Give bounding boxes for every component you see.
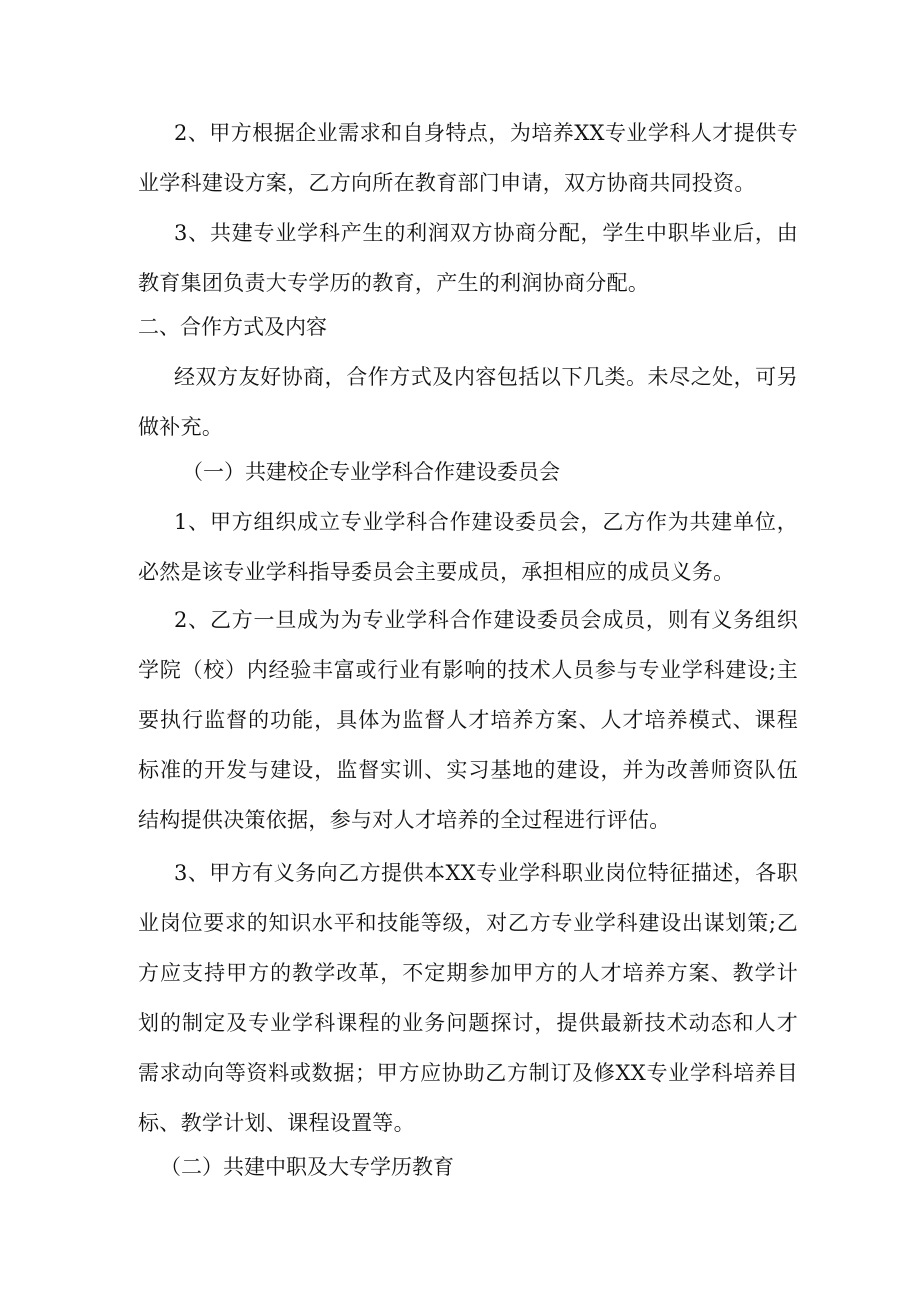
- paragraph-committee-duties: 2、乙方一旦成为为专业学科合作建设委员会成员，则有义务组织学院（校）内经验丰富或行业有影响的技术人员参与专业学科建设;主要执行监督的功能，具体为监督人才培养方案、人才培养模式、课程标准的开发与建设，监督实训、实习基地的建设，并为改善师资队伍结构提供决策依据，参与对人才培养的全过程进行评估。: [138, 608, 798, 832]
- paragraph-obligations: 3、甲方有义务向乙方提供本XX专业学科职业岗位特征描述，各职业岗位要求的知识水平和技能等级，对乙方专业学科建设出谋划策;乙方应支持甲方的教学改革，不定期参加甲方的人才培养方案、教学计划的制定及专业学科课程的业务问题探讨，提供最新技术动态和人才需求动向等资料或数据；甲方应协助乙方制订及修XX专业学科培养目标、教学计划、课程设置等。: [138, 861, 798, 1135]
- paragraph-committee-membership: 1、甲方组织成立专业学科合作建设委员会，乙方作为共建单位，必然是该专业学科指导委员会主要成员，承担相应的成员义务。: [138, 510, 798, 584]
- subsection-heading-education: （二）共建中职及大专学历教育: [160, 1155, 454, 1179]
- paragraph-investment: 2、甲方根据企业需求和自身特点，为培养XX专业学科人才提供专业学科建设方案，乙方向所在教育部门申请，双方协商共同投资。: [138, 121, 798, 195]
- paragraph-profit-distribution: 3、共建专业学科产生的利润双方协商分配，学生中职毕业后，由教育集团负责大专学历的教育，产生的利润协商分配。: [138, 221, 798, 295]
- subsection-heading-committee: （一）共建校企专业学科合作建设委员会: [182, 460, 560, 484]
- section-heading-cooperation: 二、合作方式及内容: [138, 315, 327, 339]
- paragraph-cooperation-intro: 经双方友好协商，合作方式及内容包括以下几类。未尽之处，可另做补充。: [138, 365, 798, 439]
